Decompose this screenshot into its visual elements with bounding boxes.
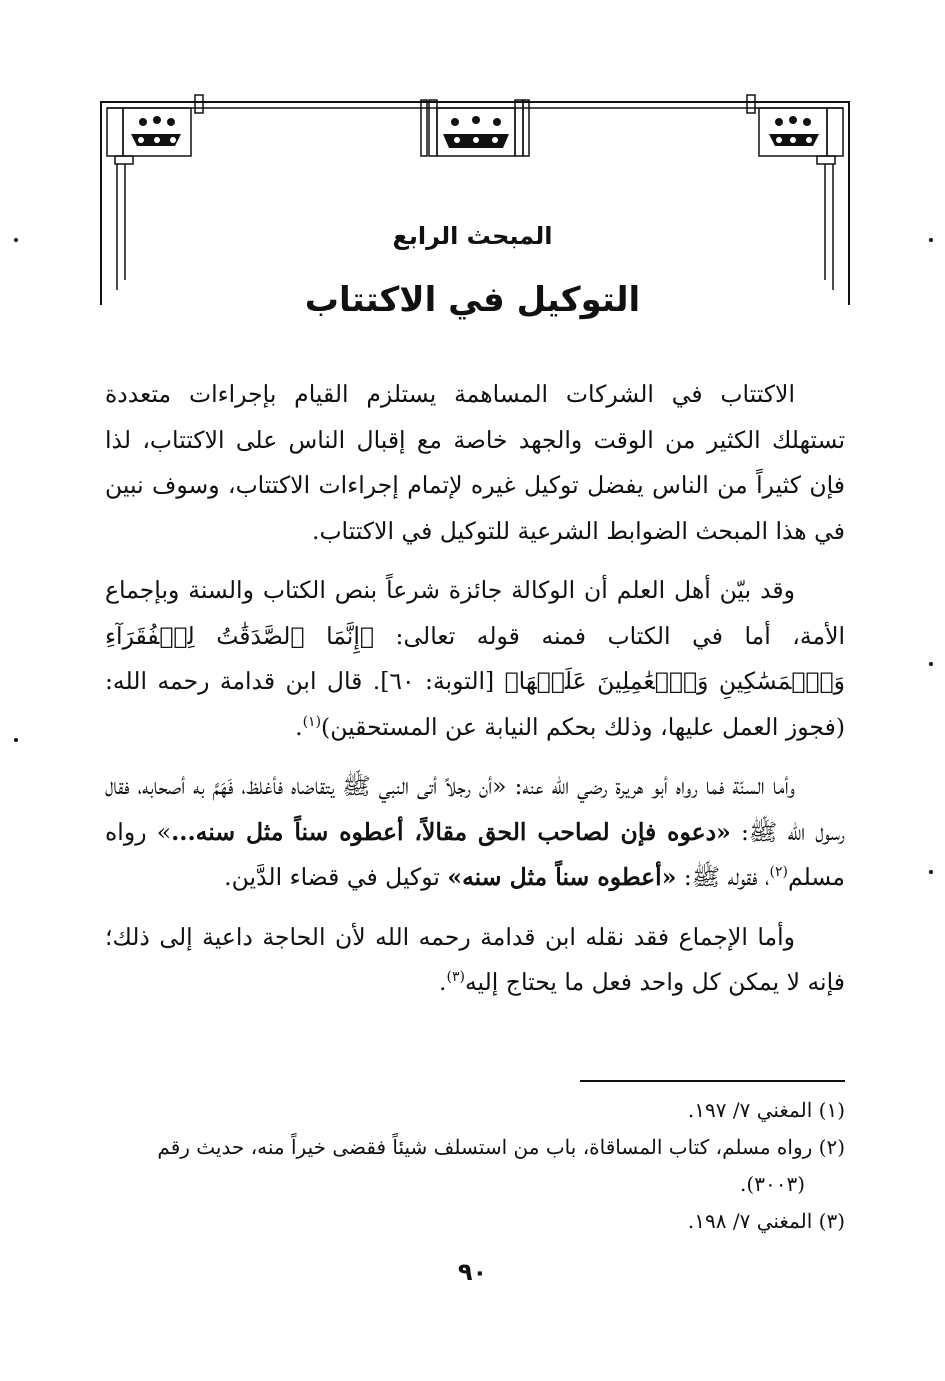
paragraph bbox=[105, 915, 845, 1006]
scan-speck bbox=[929, 870, 933, 874]
chapter-label: المبحث الرابع bbox=[392, 222, 553, 250]
footnote-item: (٣) المغني ٧/ ١٩٨. bbox=[687, 1209, 845, 1233]
scan-speck bbox=[14, 738, 18, 742]
footnote-ref[interactable]: (١) bbox=[302, 713, 322, 730]
paragraph-text: الاكتتاب في الشركات المساهمة يستلزم القيام بإجراءات متعددة تستهلك الكثير من الوقت والجهد خاصة مع إقبال الناس على الاكتتاب، لذا فإن كثيراً من الناس يفضل توكيل غيره لإتمام إجراءات الاكتتاب، وسوف نبين في هذا المبحث الضوابط الشرعية للتوكيل في الاكتتاب. bbox=[105, 380, 845, 545]
paragraph bbox=[105, 372, 845, 554]
paragraph-text: . bbox=[439, 968, 447, 996]
footnotes bbox=[105, 1092, 845, 1240]
paragraph-text: وقد بيّن أهل العلم أن الوكالة جائزة شرعاً بنص الكتاب والسنة وبإجماع الأمة، أما في الكتاب فمنه قوله تعالى: ﴿إِنَّمَا ٱلصَّدَقَٰتُ لِلۡفُقَرَآءِ وَٱلۡمَسَٰكِينِ وَٱلۡعَٰمِلِينَ عَلَيۡهَا﴾ [التوبة: ٦٠]. قال ابن قدامة رحمه الله: (فجوز العمل عليها، وذلك بحكم النيابة عن المستحقين) bbox=[105, 576, 845, 741]
scan-speck bbox=[929, 662, 933, 666]
footnote-divider bbox=[580, 1080, 845, 1082]
paragraph-text: وأما الإجماع فقد نقله ابن قدامة رحمه الله لأن الحاجة داعية إلى ذلك؛ فإنه لا يمكن كل واحد فعل ما يحتاج إليه bbox=[105, 922, 845, 996]
hadith-short-quote: «أعطوه سناً مثل سنه» bbox=[447, 863, 677, 891]
footnote-item: (٢) رواه مسلم، كتاب المساقاة، باب من استسلف شيئاً فقضى خيراً منه، حديث رقم (٣٠٠٣). bbox=[157, 1135, 845, 1196]
scan-speck bbox=[929, 238, 933, 242]
paragraph-text: توكيل في قضاء الدَّين. bbox=[224, 863, 448, 891]
page-number: ٩٠ bbox=[457, 1258, 488, 1286]
body-text bbox=[105, 372, 845, 1020]
paragraph-text: » رواه مسلم bbox=[105, 817, 845, 891]
scan-speck bbox=[14, 238, 18, 242]
chapter-title: التوكيل في الاكتتاب bbox=[304, 280, 641, 320]
footnote-item: (١) المغني ٧/ ١٩٧. bbox=[687, 1098, 845, 1122]
footnote-ref[interactable]: (٢) bbox=[769, 864, 789, 881]
paragraph-text: . bbox=[295, 712, 303, 741]
paragraph-text: وأما السنّة فما رواه أبو هريرة رضي الله عنه: «أن رجلاً أتى النبي ﷺ يتقاضاه فأغلظ، فَهَمَّ به أصحابه، فقال رسول الله ﷺ: bbox=[105, 772, 845, 846]
hadith-quote: دعوه فإن لصاحب الحق مقالاً، أعطوه سناً مثل سنه... bbox=[171, 817, 717, 846]
paragraph bbox=[105, 568, 845, 750]
footnote-ref[interactable]: (٣) bbox=[446, 969, 465, 986]
paragraph-text: ، فقوله ﷺ: bbox=[676, 863, 770, 891]
paragraph: وأما السنّة فما رواه أبو هريرة رضي الله عنه: «أن رجلاً أتى النبي ﷺ يتقاضاه فأغلظ، فَهَمَّ به أصحابه، فقال رسول الله ﷺ: «دعوه فإن لصاحب الحق مقالاً، أعطوه سناً مثل سنه...» رواه مسلم$^{(٢)}$، فقوله ﷺ: «أعطوه سناً مثل سنه» توكيل في قضاء الدَّين. bbox=[105, 772, 845, 891]
